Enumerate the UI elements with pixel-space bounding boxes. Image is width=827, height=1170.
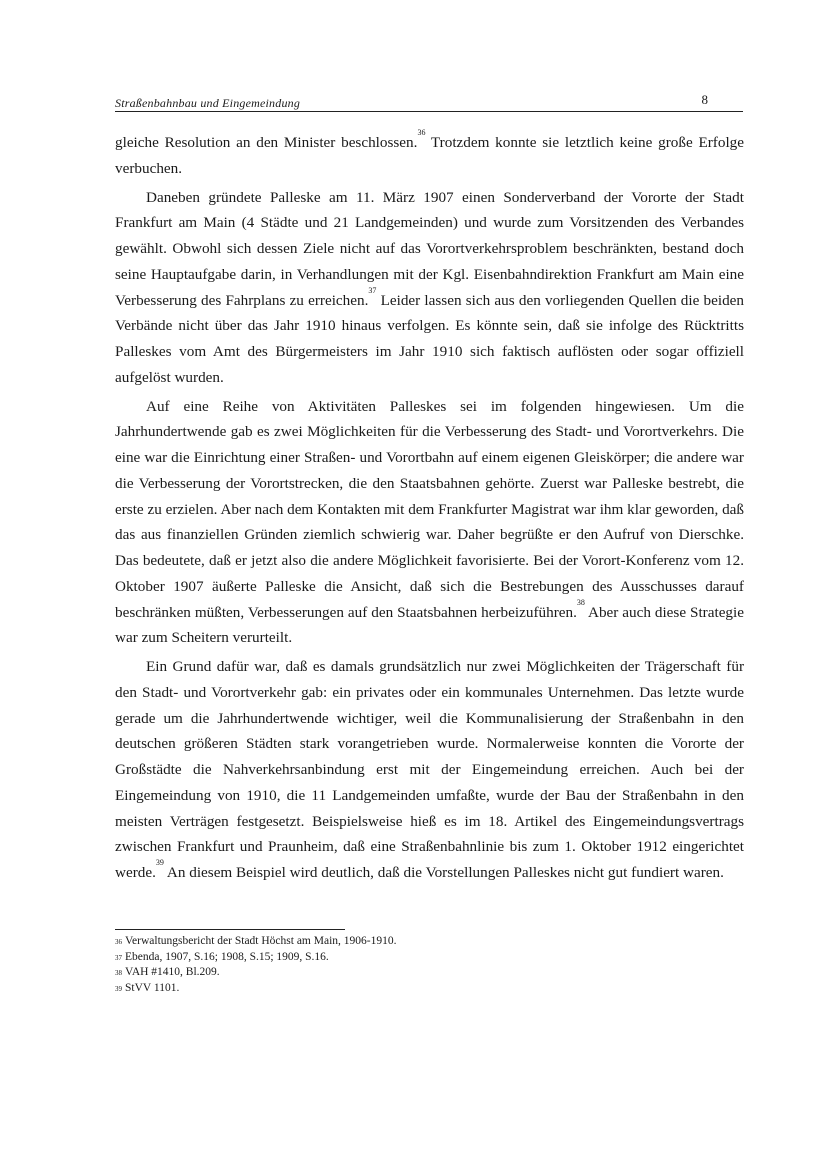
- footnote-ref-36: 36: [417, 128, 426, 137]
- paragraph-3-text-cont: Aber auch diese Strategie war zum Scheitern verurteilt.: [115, 603, 744, 647]
- body-text: [115, 130, 744, 886]
- paragraph-4-text: Ein Grund dafür war, daß es damals grundsätzlich nur zwei Möglichkeiten der Trägerschaft für den Stadt- und Vorortverkehr gab: ein privates oder ein kommunales Unternehmen. Das letzte wurde gerade um die Jahrhundertwende wichtiger, weil die Kommunalisierung der Straßenbahn in den deutschen größeren Städten stark vorangetrieben wurde. Normalerweise konnten die Vororte der Großstädte die Nahverkehrsanbindung erst mit der Eingemeindung erreichen. Auch bei der Eingemeindung von 1910, die 11 Landgemeinden umfaßte, wurde der Bau der Straßenbahn in den meisten Verträgen festgesetzt. Beispielsweise hieß es im 18. Artikel des Eingemeindungsvertrags zwischen Frankfurt und Praunheim, daß eine Straßenbahnlinie bis zum 1. Oktober 1912 eingerichtet werde.: [115, 658, 744, 881]
- paragraph-2-text-cont: Leider lassen sich aus den vorliegenden Quellen die beiden Verbände nicht über das Jahr 1910 hinaus verfolgen. Es könnte sein, daß sie infolge des Rücktritts Palleskes vom Amt des Bürgermeisters im Jahr 1910 sich faktisch auflösten oder sogar offiziell aufgelöst wurden.: [115, 291, 744, 386]
- paragraph-4: [115, 654, 744, 886]
- footnote-text: VAH #1410, Bl.209.: [125, 966, 220, 978]
- footnote-text: StVV 1101.: [125, 981, 180, 994]
- footnote-number: 38: [115, 969, 122, 977]
- footnote-number: 36: [115, 938, 122, 946]
- footnote-39: [115, 981, 735, 997]
- footnote-text: Verwaltungsbericht der Stadt Höchst am Main, 1906-1910.: [125, 935, 397, 947]
- running-title: Straßenbahnbau und Eingemeindung: [115, 96, 301, 110]
- footnote-number: 39: [115, 984, 122, 993]
- header-rule: [115, 111, 743, 112]
- footnote-ref-39: 39: [155, 858, 164, 867]
- paragraph-1-text: gleiche Resolution an den Minister beschlossen.: [115, 134, 418, 151]
- footnote-ref-38: 38: [576, 597, 585, 607]
- footnotes: [115, 934, 735, 996]
- paragraph-2: [115, 185, 744, 391]
- paragraph-1: [115, 130, 744, 182]
- footnote-text: Ebenda, 1907, S.16; 1908, S.15; 1909, S.16.: [125, 950, 329, 963]
- footnote-36: [115, 934, 735, 950]
- footnote-37: [115, 950, 735, 966]
- paragraph-2-text: Daneben gründete Palleske am 11. März 1907 einen Sonderverband der Vororte der Stadt Frankfurt am Main (4 Städte und 21 Landgemeinden) und wurde zum Vorsitzenden des Verbandes gewählt. Obwohl sich dessen Ziele nicht auf das Vorortverkehrsproblem beschränkten, bestand doch seine Hauptaufgabe darin, in Verhandlungen mit der Kgl. Eisenbahndirektion Frankfurt am Main eine Verbesserung des Fahrplans zu erreichen.: [115, 188, 744, 309]
- paragraph-3-text: Auf eine Reihe von Aktivitäten Palleskes sei im folgenden hingewiesen. Um die Jahrhundertwende gab es zwei Möglichkeiten für die Verbesserung des Stadt- und Vorortverkehrs. Die eine war die Einrichtung einer Straßen- und Vorortbahn auf einem eigenen Gleiskörper; die andere war die Verbesserung der Vorortstrecken, die den Staatsbahnen gehörte. Zuerst war Palleske bestrebt, die erste zu erzielen. Aber nach dem Kontakten mit dem Frankfurter Magistrat war ihm klar geworden, daß das aus finanziellen Gründen ziemlich schwierig war. Daher begrüßte er den Aufruf von Dierschke. Das bedeutete, daß er jetzt also die andere Möglichkeit favorisierte. Bei der Vorort-Konferenz vom 12. Oktober 1907 äußerte Palleske die Ansicht, daß sich die Bestrebungen des Ausschusses darauf beschränken müßten, Verbesserungen auf den Staatsbahnen herbeizuführen.: [115, 397, 744, 621]
- footnote-number: 37: [115, 953, 122, 962]
- paragraph-1-text-cont: Trotzdem konnte sie letztlich keine große Erfolge verbuchen.: [115, 134, 744, 177]
- footnote-rule: [115, 929, 345, 930]
- paragraph-4-text-cont: An diesem Beispiel wird deutlich, daß die Vorstellungen Palleskes nicht gut fundiert waren.: [163, 864, 724, 881]
- footnote-ref-37: 37: [368, 285, 377, 295]
- paragraph-3: [115, 394, 744, 652]
- footnote-38: [115, 965, 735, 981]
- running-header: [115, 94, 743, 112]
- page-number: 8: [701, 92, 708, 107]
